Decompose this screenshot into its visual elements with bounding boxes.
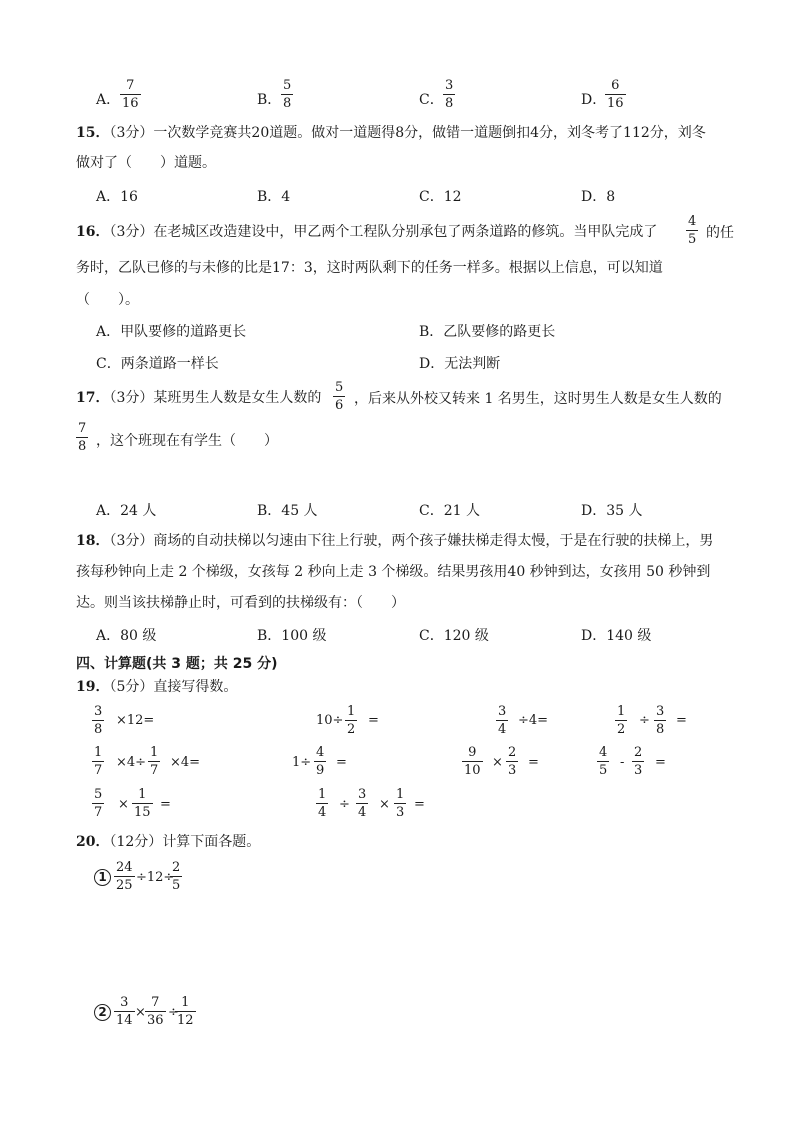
q17-option-d: D．35 人 [581, 503, 643, 519]
q19-j-fraction-1: $\frac{1}{4}$ [318, 787, 327, 820]
q19-f-rest: = [336, 755, 347, 770]
q19-d-fraction-1: $\frac{1}{2}$ [617, 704, 626, 737]
q18-stem-line3: 达。则当该扶梯静止时，可看到的扶梯级有：（ ） [76, 595, 405, 611]
q19-j-fraction-3: $\frac{1}{3}$ [396, 787, 405, 820]
q16-option-b: B．乙队要修的路更长 [419, 324, 556, 340]
q18-stem-line1 [76, 531, 713, 551]
q19-g-fraction-1: $\frac{9}{10}$ [464, 745, 481, 778]
q20-score: （12分） [109, 834, 163, 850]
q15-option-a: A．16 [96, 189, 138, 205]
q14-option-c-fraction: $\frac{3}{8}$ [445, 78, 454, 111]
q19-e-fraction-2: $\frac{1}{7}$ [150, 745, 159, 778]
q16-text-1b: 的任 [706, 225, 734, 241]
q20-part2-fraction-1: $\frac{3}{14}$ [116, 995, 133, 1028]
q20-part1-middle: ÷12÷ [136, 870, 175, 885]
q18-option-d: D．140 级 [581, 628, 652, 644]
q14-option-b-fraction: $\frac{5}{8}$ [283, 78, 292, 111]
q15-option-c: C．12 [419, 189, 462, 205]
q18-option-c: C．120 级 [419, 628, 489, 644]
q19-stem [76, 677, 237, 697]
q17-text-1b: ，后来从外校又转来 1 名男生，这时男生人数是女生人数的 [354, 391, 722, 407]
q19-f-prefix: 1÷ [292, 755, 312, 770]
q17-text-1a: 某班男生人数是女生人数的 [153, 390, 322, 406]
q14-option-d-label: D． [581, 92, 607, 108]
section-heading: 四、计算题(共 3 题；共 25 分) [76, 656, 278, 672]
q19-d-operator: ÷ [639, 713, 650, 728]
q18-score: （3分） [109, 533, 154, 549]
q16-stem-line2: 务时，乙队已修的与未修的比是17：3，这时两队剩下的任务一样多。根据以上信息，可以知道 [76, 260, 663, 276]
q16-stem-line3: （ ）。 [76, 292, 139, 308]
q20-part2-number: 2 [94, 1004, 111, 1021]
q19-i-operator: × [118, 797, 129, 812]
q17-fraction-1: $\frac{5}{6}$ [335, 380, 344, 413]
q14-option-b-label: B． [257, 92, 282, 108]
q14-option-a-label: A． [96, 92, 121, 108]
q15-option-d: D．8 [581, 189, 616, 205]
q20-part2-operator-2: ÷ [168, 1005, 179, 1020]
q14-option-a-fraction: $\frac{7}{16}$ [122, 78, 139, 111]
q16-option-d: D．无法判断 [419, 356, 501, 372]
q16-text-1a: 在老城区改造建设中，甲乙两个工程队分别承包了两条道路的修筑。当甲队完成了 [153, 224, 658, 240]
q19-number: 19． [76, 679, 110, 695]
q19-c-rest: ÷4= [518, 713, 549, 728]
q19-b-rest: = [368, 713, 379, 728]
q19-b-prefix: 10÷ [316, 713, 344, 728]
q17-score: （3分） [109, 390, 154, 406]
q19-e-middle: ×4÷ [116, 755, 147, 770]
q19-g-fraction-2: $\frac{2}{3}$ [508, 745, 517, 778]
q19-b-fraction: $\frac{1}{2}$ [347, 704, 356, 737]
q14-option-c-label: C． [419, 92, 444, 108]
q19-h-operator: - [620, 755, 625, 770]
q18-option-b: B．100 级 [257, 628, 327, 644]
q16-score: （3分） [109, 224, 154, 240]
q15-score: （3分） [109, 125, 154, 141]
q15-stem-line2: 做对了（ ）道题。 [76, 155, 216, 171]
q19-h-fraction-2: $\frac{2}{3}$ [634, 745, 643, 778]
q20-part1-number: 1 [94, 869, 111, 886]
q15-text-1: 一次数学竞赛共20道题。做对一道题得8分，做错一道题倒扣4分，刘冬考了112分，刘冬 [153, 125, 706, 141]
q17-text-2: ，这个班现在有学生（ ） [96, 433, 278, 449]
q20-part1-fraction-2: $\frac{2}{5}$ [172, 860, 181, 893]
q20-number: 20． [76, 834, 110, 850]
q20-part1-marker [94, 869, 111, 886]
q15-stem-line1 [76, 123, 706, 143]
q19-i-rest: = [160, 797, 171, 812]
q17-option-a: A．24 人 [96, 503, 157, 519]
q19-h-fraction-1: $\frac{4}{5}$ [599, 745, 608, 778]
q18-stem-line2: 孩每秒钟向上走 2 个梯级，女孩每 2 秒向上走 3 个梯级。结果男孩用40 秒钟到达，女孩用 50 秒钟到 [76, 564, 711, 580]
q16-stem-line1 [76, 222, 657, 242]
q19-g-operator: × [492, 755, 503, 770]
q19-f-fraction: $\frac{4}{9}$ [316, 745, 325, 778]
q19-d-rest: = [676, 713, 687, 728]
q16-fraction: $\frac{4}{5}$ [688, 214, 697, 247]
q19-g-rest: = [528, 755, 539, 770]
q19-c-fraction: $\frac{3}{4}$ [498, 704, 507, 737]
q17-number: 17． [76, 390, 110, 406]
q18-option-a: A．80 级 [96, 628, 157, 644]
q20-part1-fraction-1: $\frac{24}{25}$ [116, 860, 133, 893]
q17-stem-line1 [76, 388, 321, 408]
q15-number: 15． [76, 125, 110, 141]
q19-score: （5分） [109, 679, 154, 695]
q20-part2-fraction-2: $\frac{7}{36}$ [147, 995, 164, 1028]
q16-option-c: C．两条道路一样长 [96, 356, 219, 372]
q20-part2-operator-1: × [135, 1005, 146, 1020]
q20-part2-marker [94, 1004, 111, 1021]
q19-a-fraction: $\frac{3}{8}$ [94, 704, 103, 737]
q19-i-fraction-1: $\frac{5}{7}$ [94, 787, 103, 820]
q20-part2-fraction-3: $\frac{1}{12}$ [177, 995, 194, 1028]
q17-option-b: B．45 人 [257, 503, 318, 519]
q19-e-rest: ×4= [170, 755, 201, 770]
q19-text: 直接写得数。 [153, 679, 238, 695]
q19-h-rest: = [655, 755, 666, 770]
q17-fraction-2: $\frac{7}{8}$ [78, 421, 87, 454]
q14-option-d-fraction: $\frac{6}{16}$ [607, 78, 624, 111]
q18-number: 18． [76, 533, 110, 549]
q19-j-rest: = [414, 797, 425, 812]
q19-a-rest: ×12= [116, 713, 155, 728]
q18-text-1: 商场的自动扶梯以匀速由下往上行驶，两个孩子嫌扶梯走得太慢，于是在行驶的扶梯上，男 [153, 533, 714, 549]
q19-j-operator-1: ÷ [339, 797, 350, 812]
q19-j-operator-2: × [379, 797, 390, 812]
q17-option-c: C．21 人 [419, 503, 480, 519]
q16-number: 16． [76, 224, 110, 240]
q19-i-fraction-2: $\frac{1}{15}$ [134, 787, 151, 820]
q19-e-fraction-1: $\frac{1}{7}$ [94, 745, 103, 778]
q19-d-fraction-2: $\frac{3}{8}$ [656, 704, 665, 737]
q16-option-a: A．甲队要修的道路更长 [96, 324, 247, 340]
q20-stem [76, 832, 260, 852]
q15-option-b: B．4 [257, 189, 291, 205]
q20-text: 计算下面各题。 [162, 834, 261, 850]
q19-j-fraction-2: $\frac{3}{4}$ [358, 787, 367, 820]
